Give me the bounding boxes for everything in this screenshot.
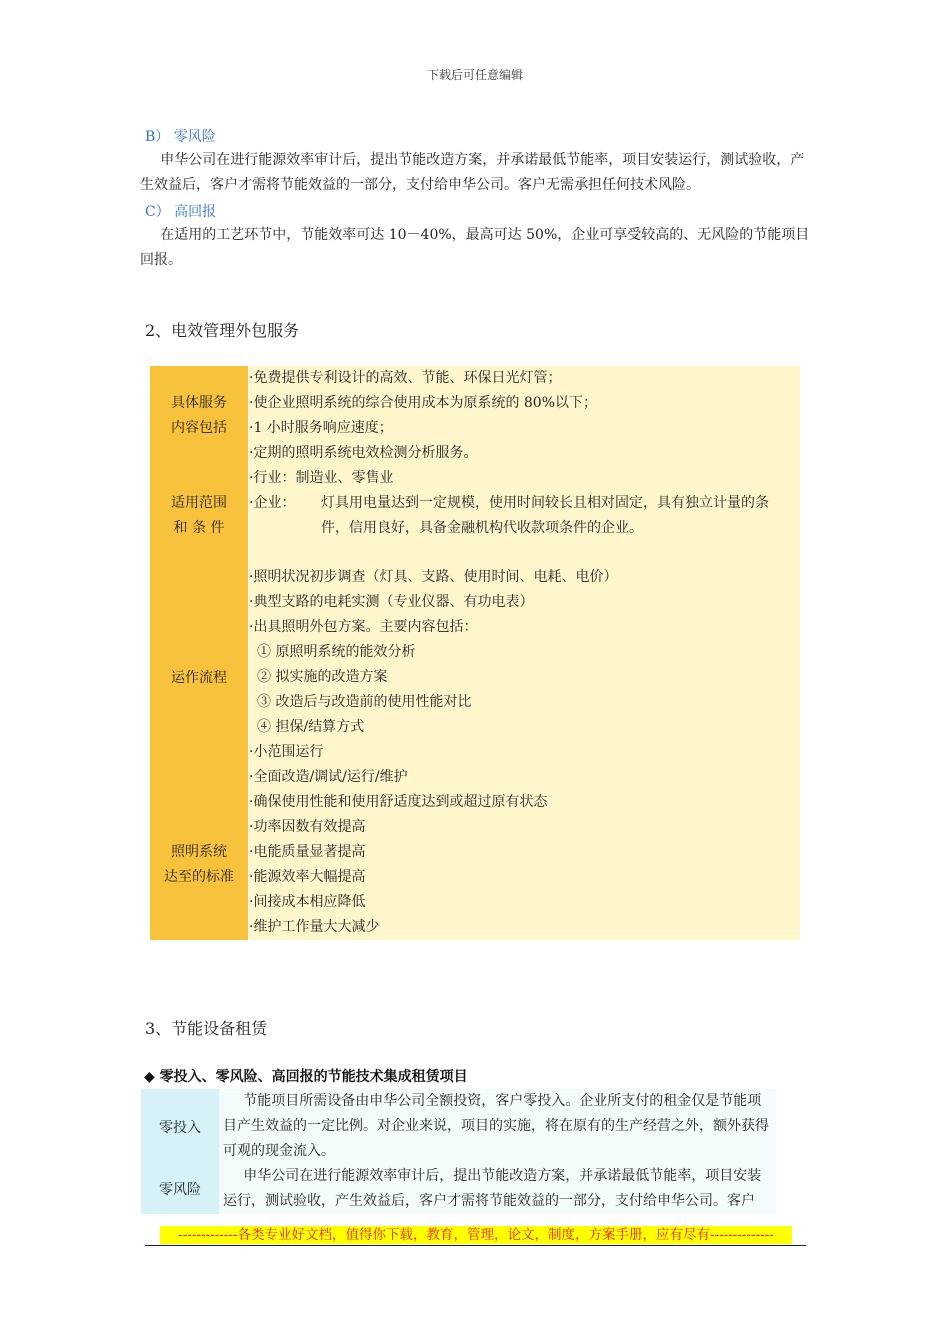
list-item: ① 原照明系统的能效分析 — [257, 644, 416, 660]
footer-banner: -------------各类专业好文档，值得你下载，教育，管理，论文，制度，方案手册，应有尽有-------------- — [160, 1226, 792, 1244]
list-item: ④ 担保/结算方式 — [257, 719, 365, 735]
table-row — [150, 366, 800, 466]
table-row — [150, 466, 800, 566]
row-label: 零风险 — [141, 1164, 219, 1214]
rental-title: ◆ 零投入、零风险、高回报的节能技术集成租赁项目 — [144, 1069, 468, 1085]
risk-label: B） 零风险 — [145, 129, 216, 145]
row-content — [248, 466, 800, 566]
list-item: ·1 小时服务响应速度； — [249, 420, 393, 436]
table-row — [150, 790, 800, 940]
row-content — [248, 366, 800, 466]
service-table — [150, 366, 800, 940]
list-item: ·能源效率大幅提高 — [249, 869, 366, 885]
row-label: 零投入 — [141, 1089, 219, 1164]
return-label: C） 高回报 — [145, 204, 217, 220]
rental-table — [141, 1089, 776, 1214]
row-label: 具体服务 内容包括 — [150, 366, 248, 466]
list-item: ·全面改造/调试/运行/维护 — [249, 769, 408, 785]
return-paragraph: 在适用的工艺环节中，节能效率可达 10－40%，最高可达 50%，企业可享受较高的、无风险的节能项目回报。 — [140, 227, 810, 268]
row-content — [248, 566, 800, 790]
list-item: ·典型支路的电耗实测（专业仪器、有功电表） — [249, 594, 534, 610]
risk-paragraph: 申华公司在进行能源效率审计后，提出节能改造方案，并承诺最低节能率，项目安装运行，测试验收，产生效益后，客户才需将节能效益的一部分，支付给申华公司。客户无需承担任何技术风险。 — [140, 152, 805, 193]
list-item: ·定期的照明系统电效检测分析服务。 — [249, 445, 478, 461]
list-item: ·电能质量显著提高 — [249, 844, 366, 860]
section3-heading: 3、节能设备租赁 — [145, 1019, 268, 1038]
section2-heading: 2、电效管理外包服务 — [145, 321, 300, 340]
list-item: ③ 改造后与改造前的使用性能对比 — [257, 694, 472, 710]
list-item: ·确保使用性能和使用舒适度达到或超过原有状态 — [249, 794, 548, 810]
row-label: 适用范围 和 条 件 — [150, 466, 248, 566]
table-row — [150, 566, 800, 790]
row-content — [248, 790, 800, 940]
row-content: 申华公司在进行能源效率审计后，提出节能改造方案，并承诺最低节能率，项目安装运行，测试验收，产生效益后，客户才需将节能效益的一部分，支付给申华公司。客户 — [219, 1164, 776, 1214]
list-item: ·间接成本相应降低 — [249, 894, 366, 910]
list-item: ·免费提供专利设计的高效、节能、环保日光灯管； — [249, 370, 562, 386]
list-item: ·出具照明外包方案。主要内容包括： — [249, 619, 478, 635]
list-item: ·小范围运行 — [249, 744, 324, 760]
header-note: 下载后可任意编辑 — [426, 68, 523, 82]
row-label: 运作流程 — [150, 566, 248, 790]
list-item: ·维护工作量大大减少 — [249, 919, 380, 935]
row-content: 节能项目所需设备由申华公司全额投资，客户零投入。企业所支付的租金仅是节能项目产生效益的一定比例。对企业来说，项目的实施，将在原有的生产经营之外，额外获得可观的现金流入。 — [219, 1089, 776, 1164]
list-item: ·功率因数有效提高 — [249, 819, 366, 835]
list-item: ② 拟实施的改造方案 — [257, 669, 388, 685]
list-item: ·企业： 灯具用电量达到一定规模，使用时间较长且相对固定，具有独立计量的条件，信用良好，具备金融机构代收款项条件的企业。 — [249, 495, 769, 536]
row-label: 照明系统 达至的标准 — [150, 790, 248, 940]
footer-rule — [145, 1245, 806, 1246]
list-item: ·行业：制造业、零售业 — [249, 470, 394, 486]
list-item: ·使企业照明系统的综合使用成本为原系统的 80%以下； — [249, 395, 598, 411]
list-item: ·照明状况初步调查（灯具、支路、使用时间、电耗、电价） — [249, 569, 618, 585]
